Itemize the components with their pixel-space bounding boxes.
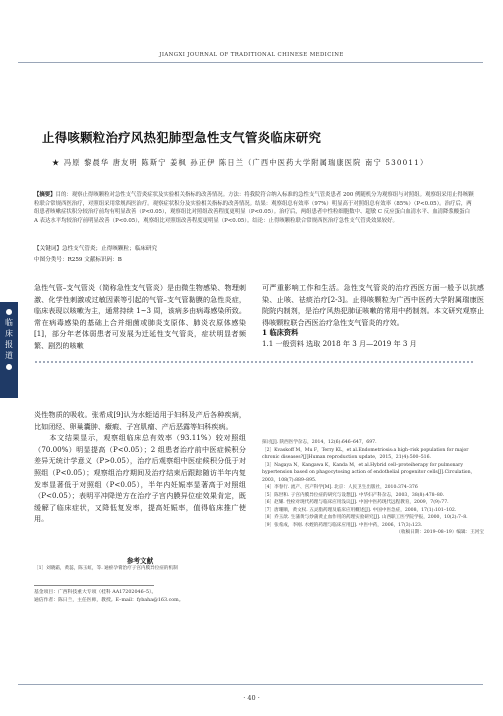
reference-1: ［1］刘晓霜，黄蕊，陈玉虹，等. 通瘀孕膏治疗子宫内膜异位症的机制: [34, 566, 178, 571]
intro-right-text: 可严重影响工作和生活。急性支气管炎的治疗西医方面一般予以抗感染、止咳、祛痰治疗[2-3]。止得咳颗粒为广西中医药大学附属瑞康医院院内制剂，是治疗风热犯肺证咳嗽的常用中药制剂。本文研究观察止得咳颗粒联合西医治疗急性支气管炎的疗效。: [262, 283, 484, 327]
keywords: 【关键词】急性支气管炎；止得咳颗粒；临床研究: [34, 246, 158, 252]
reference-item: ［3］Nagaya N，Kangawa K，Kanda M，et al.Hybrid cell–proteiherapy for pulmonary hypertension based on phagocytosing action of endothelial progenitor cells[J].Circulation，2003，108(7):889–895.: [262, 462, 476, 483]
intro-left-column: 急性气管–支气管炎（简称急性支气管炎）是由微生物感染、物理刺激、化学性刺激或过敏因素等引起的气管–支气管黏膜的急性炎症，临床表现以咳嗽为主，通常持续 1~3 周，该病多由病毒感染所致。常在病毒感染的基础上合并细菌或肺炎支原体、肺炎衣原体感染[1]，部分年老体弱患者可发展为迁延性支气管炎，症状明显者频繁、剧烈的咳嗽: [34, 283, 246, 350]
fund-note: 基金项目：广西科技重大专项（桂科 AA17202046–5）。: [34, 590, 157, 595]
intro-right-column: [262, 282, 484, 350]
reference-item: ［7］唐珊顺，黄文权. 五灵脂药理及临床应用概述[J]. 中国中医急症，2008，17(1):101–102.: [262, 507, 457, 513]
header-rule: [18, 62, 483, 63]
continuation-divider: [34, 360, 474, 364]
reference-item: ［2］Kvaskoff M，Mu F，Terry KL，et al.Endometriosis:a high–risk population for major chronic diseases?[J]Human reproduction update，2015，21(4):500–516.: [262, 447, 469, 460]
abstract-label: 【摘要】: [34, 192, 56, 198]
reference-item: ［9］张希成，李刚. 水蛭的药理与临床应用[J]. 中医中药，2006，17(3):123.: [262, 522, 423, 528]
article-title: 止得咳颗粒治疗风热犯肺型急性支气管炎临床研究: [42, 130, 322, 145]
footnote-rule: [34, 585, 154, 586]
footnote: [34, 589, 184, 605]
reference-item: ［4］李春行. 流产、宫产科学[M]. 北京：人民卫生出版社，2010:374–376: [262, 485, 418, 490]
running-head: JIANGXI JOURNAL OF TRADITIONAL CHINESE MEDICINE: [159, 52, 344, 58]
references-heading: 参考文献: [126, 557, 154, 565]
reference-item: ［5］陈世和. 子宫内膜异位症的研究与设想[J]. 中华妇产科杂志，2003，38(8):478–80.: [262, 492, 445, 498]
section-heading: 1 临床资料: [262, 328, 299, 338]
reference-item: ［6］赵耀. 性栓对现代药理与临床应用浅议[J]. 中国中医药现代远程教育，2009，7(9):77.: [262, 500, 449, 505]
classification: 中图分类号：R259 文献标识码：B: [34, 257, 122, 263]
reference-item: 探讨[J]. 陕西医学杂志，2014，12(6):646–647，697.: [262, 440, 377, 445]
page-number: · 40 ·: [243, 694, 260, 702]
abstract: [34, 191, 474, 225]
author-line: ★ 冯原 黎晨华 唐友明 陈斯宁 姜枫 孙正伊 陈日兰（广西中医药大学附属瑞康医院 南宁 530011）: [52, 158, 429, 167]
contact-note: 通信作者：陈日兰，主任医师，教授。E–mail：fybaha@163.com。: [34, 598, 184, 603]
received-date: （收稿日期：2019–08–19）编辑：王河宝: [396, 530, 484, 535]
footer-rule: [18, 684, 483, 685]
references-list: [262, 439, 484, 537]
abstract-text: 目的：观察止得咳颗粒对急性支气管炎症状及实验相关指标的改善情况。方法：将我院符合纳入标准的急性支气管炎患者 200 例随机分为观察组与对照组。观察组采用止得咳颗粒联合常规西医治疗，对照组采用常规西医治疗。观察症状积分及实验相关指标的改善情况。结果：观察组总有效率（97%）明显高于对照组总有效率（85%）（P<0.05）。治疗后，两组患者咳嗽症状积分较治疗前均有明显改善（P<0.05），观察组比对照组改善程度更明显（P<0.05）。治疗后，两组患者中性粒细胞数中、超敏 C 反应蛋白血清水平、血清降浆酸蛋白 A 表达水平均较治疗前明显改善（P<0.05），观察组比对照组改善程度更明显（P<0.05）。结论：止得咳颗粒联合常规西医治疗急性支气管炎效果较好。: [34, 192, 474, 224]
references-start: [34, 555, 246, 573]
reference-item: ［8］乔玉歆. 生蒲黄与炒蒲黄止血作用的药理实验研究[J]. 山西职工医学院学报，2000，10(2):7–8.: [262, 515, 468, 520]
sidebar-label: ●临床报道●: [5, 307, 13, 371]
subsection-heading: 1.1 一般资料 选取 2018 年 3 月—2019 年 3 月: [262, 339, 417, 349]
discussion-column: 炎性物质的吸收。张希成[9]认为水蛭适用于妇科及产后各种疾病，比如闭经、卵巢囊肿、癥瘕、子宫肌瘤、产后恶露等妇科疾病。 本文结果显示，观察组临床总有效率（93.11%）较对照组（70.00%）明显提高（P<0.05）；2 组患者治疗前中医症候积分差异无统计学意义（P>0.05），治疗后观察组中医症候积分低于对照组（P<0.05）；观察组治疗期间及治疗结束后跟踪随访半年内复发率显著低于对照组（P<0.05），半年内妊娠率显著高于对照组（P<0.05）；表明平冲降逆方在治疗子宫内膜异位症效果肯定，既缓解了临床症状，又降低复发率，提高妊娠率，值得临床推广使用。: [34, 410, 246, 524]
